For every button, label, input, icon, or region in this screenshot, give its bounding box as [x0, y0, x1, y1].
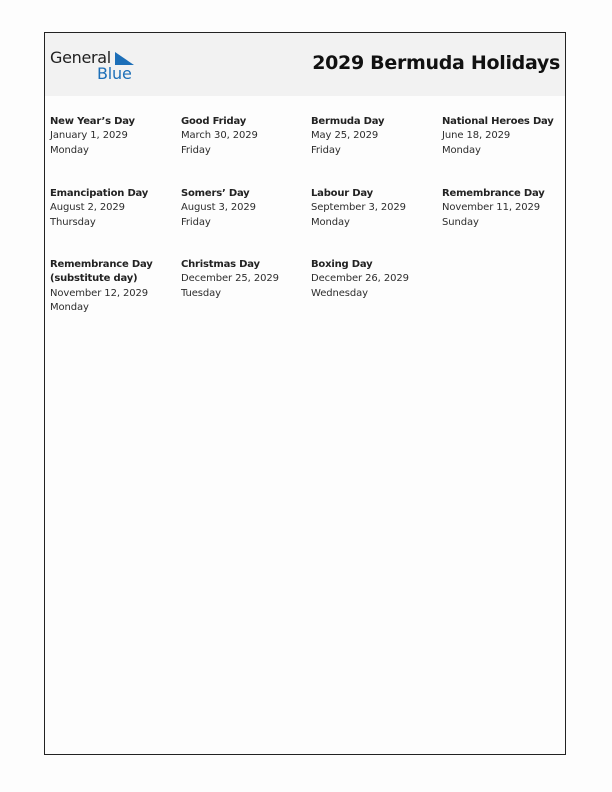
holiday-name: Remembrance Day (substitute day) — [50, 259, 153, 285]
holiday-date: June 18, 2029 — [442, 130, 511, 142]
holiday-weekday: Monday — [442, 144, 481, 156]
holiday-date: August 2, 2029 — [50, 202, 125, 214]
holiday-weekday: Friday — [181, 216, 211, 228]
holiday-item — [311, 187, 439, 230]
holiday-item — [181, 258, 309, 301]
holiday-date: December 26, 2029 — [311, 273, 409, 285]
holiday-weekday: Monday — [311, 216, 350, 228]
holiday-date: December 25, 2029 — [181, 273, 279, 285]
holiday-item — [311, 115, 439, 158]
holiday-item — [442, 115, 570, 158]
holiday-date: November 12, 2029 — [50, 287, 149, 299]
holiday-name: Christmas Day — [181, 259, 260, 270]
holiday-date: May 25, 2029 — [311, 130, 379, 142]
holiday-name: Labour Day — [311, 188, 373, 199]
logo-word-blue: Blue — [97, 64, 132, 83]
holiday-date: March 30, 2029 — [181, 130, 258, 142]
header — [45, 33, 565, 96]
holiday-weekday: Monday — [50, 301, 89, 313]
holiday-weekday: Tuesday — [181, 287, 221, 299]
holiday-item — [442, 187, 570, 230]
holiday-item — [311, 258, 439, 301]
holiday-date: September 3, 2029 — [311, 202, 406, 214]
holiday-item — [181, 187, 309, 230]
holiday-weekday: Monday — [50, 144, 89, 156]
holiday-item — [181, 115, 309, 158]
holiday-name: Boxing Day — [311, 259, 373, 270]
holiday-item — [50, 187, 178, 230]
holiday-name: Good Friday — [181, 116, 247, 127]
page-title: 2029 Bermuda Holidays — [312, 52, 560, 74]
holiday-item — [50, 115, 178, 158]
calendar-page — [44, 32, 566, 755]
logo-word-general: General — [50, 48, 111, 67]
holiday-weekday: Thursday — [50, 216, 96, 228]
holiday-date: January 1, 2029 — [50, 130, 128, 142]
holiday-weekday: Friday — [181, 144, 211, 156]
holiday-name: National Heroes Day — [442, 116, 554, 127]
holiday-name: Somers’ Day — [181, 188, 250, 199]
holiday-weekday: Friday — [311, 144, 341, 156]
holiday-date: August 3, 2029 — [181, 202, 256, 214]
holiday-name: Emancipation Day — [50, 188, 149, 199]
holiday-date: November 11, 2029 — [442, 202, 541, 214]
holiday-name: Remembrance Day — [442, 188, 545, 199]
holiday-name: New Year’s Day — [50, 116, 135, 127]
holiday-weekday: Sunday — [442, 216, 479, 228]
holiday-weekday: Wednesday — [311, 287, 368, 299]
generalblue-logo[interactable] — [50, 49, 140, 85]
holiday-name: Bermuda Day — [311, 116, 385, 127]
holiday-item — [50, 258, 168, 315]
